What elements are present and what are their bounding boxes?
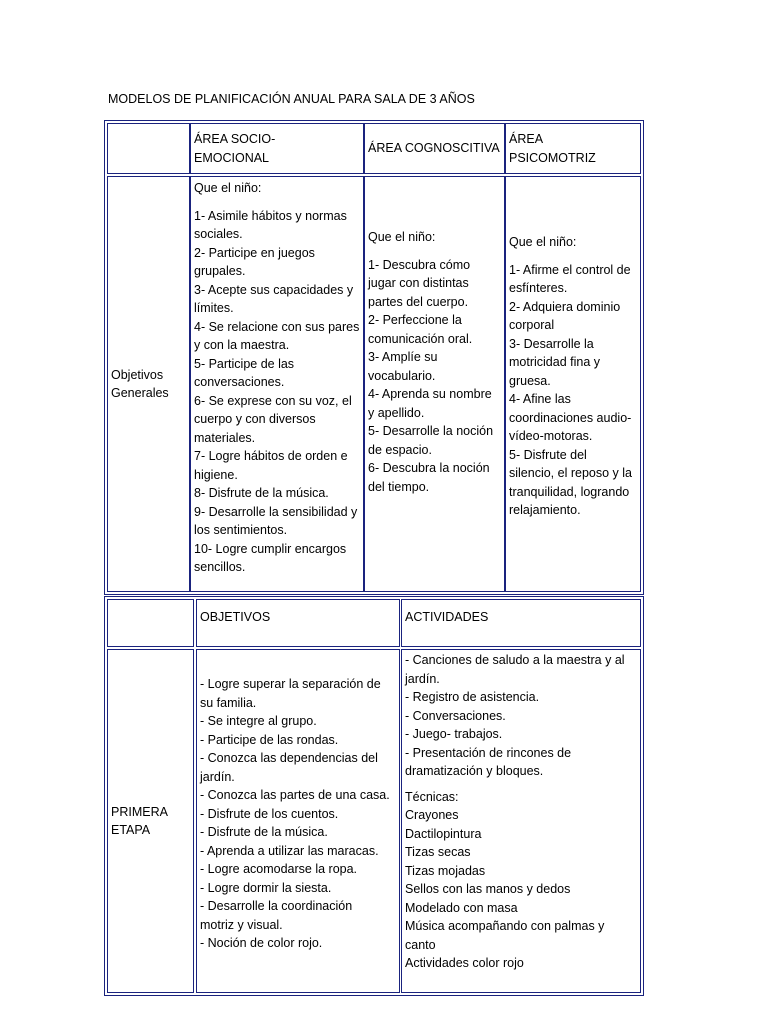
- list-line: - Disfrute de la música.: [200, 825, 328, 839]
- list-line: 3- Amplíe su: [368, 350, 438, 364]
- list-line: Crayones: [405, 808, 459, 822]
- list-line: 4- Se relacione con sus pares: [194, 319, 360, 334]
- list-line: sencillos.: [194, 560, 246, 574]
- list-line: - Juego- trabajos.: [405, 727, 503, 741]
- list-line: - Noción de color rojo.: [200, 936, 323, 950]
- list-line: - Logre dormir la siesta.: [200, 880, 332, 895]
- intro-text: Que el niño:: [509, 235, 577, 249]
- list-line: Dactilopintura: [405, 826, 482, 841]
- objectives-list: [194, 207, 360, 577]
- list-line: 3- Acepte sus capacidades y: [194, 282, 354, 297]
- objectives-list: [509, 261, 637, 520]
- row-label-line: PRIMERA: [111, 804, 168, 819]
- list-line: canto: [405, 937, 436, 952]
- list-line: 3- Desarrolle la: [509, 336, 594, 351]
- header-actividades: [401, 599, 641, 647]
- list-line: 5- Participe de las: [194, 356, 295, 371]
- header-actividades-label: ACTIVIDADES: [405, 610, 489, 624]
- row-label-line: ETAPA: [111, 823, 151, 837]
- header-empty-cell: [107, 123, 190, 174]
- list-line: 10- Logre cumplir encargos: [194, 541, 347, 556]
- list-line: Técnicas:: [405, 789, 459, 804]
- list-line: vídeo-motoras.: [509, 429, 593, 443]
- list-line: jardín.: [200, 769, 235, 784]
- list-line: - Conozca las partes de una casa.: [200, 788, 390, 802]
- list-line: Sellos con las manos y dedos: [405, 882, 571, 896]
- list-line: Modelado con masa: [405, 900, 518, 915]
- list-line: y con la maestra.: [194, 338, 290, 352]
- list-line: relajamiento.: [509, 503, 581, 517]
- list-line: 1- Afirme el control de: [509, 262, 631, 277]
- list-line: 8- Disfrute de la música.: [194, 486, 329, 500]
- list-line: 5- Disfrute del: [509, 447, 587, 462]
- list-line: 6- Descubra la noción: [368, 461, 490, 475]
- list-line: silencio, el reposo y la: [509, 466, 632, 480]
- list-line: - Conversaciones.: [405, 708, 506, 723]
- list-line: 4- Aprenda su nombre: [368, 387, 492, 401]
- list-line: Música acompañando con palmas y: [405, 919, 605, 933]
- header-socio-line: ÁREA SOCIO-: [194, 132, 276, 146]
- list-line: 4- Afine las: [509, 392, 571, 406]
- list-line: y apellido.: [368, 405, 425, 420]
- list-line: - Disfrute de los cuentos.: [200, 806, 339, 821]
- list-line: grupales.: [194, 264, 246, 278]
- list-line: 2- Adquiera dominio: [509, 299, 621, 314]
- tecnicas-list: [405, 788, 637, 973]
- list-line: Actividades color rojo: [405, 956, 524, 970]
- list-line: - Se integre al grupo.: [200, 714, 317, 728]
- header-psicomotriz: [505, 123, 641, 174]
- list-line: gruesa.: [509, 373, 551, 388]
- list-line: motricidad fina y: [509, 355, 601, 369]
- list-line: vocabulario.: [368, 368, 436, 383]
- list-line: 6- Se exprese con su voz, el: [194, 393, 352, 408]
- objetivos-list: [200, 675, 396, 953]
- list-line: 1- Asimile hábitos y normas: [194, 208, 347, 223]
- list-line: conversaciones.: [194, 375, 285, 389]
- intro-text: Que el niño:: [194, 181, 262, 195]
- list-line: 7- Logre hábitos de orden e: [194, 449, 348, 463]
- list-line: - Aprenda a utilizar las maracas.: [200, 843, 379, 858]
- page-title: MODELOS DE PLANIFICACIÓN ANUAL PARA SALA DE 3 AÑOS: [108, 92, 475, 106]
- list-line: 2- Perfeccione la: [368, 313, 462, 327]
- row-label-primera-etapa: [107, 649, 194, 993]
- list-line: su familia.: [200, 695, 257, 710]
- list-line: sociales.: [194, 227, 243, 241]
- list-line: partes del cuerpo.: [368, 294, 469, 309]
- row-label-line: Generales: [111, 386, 169, 400]
- list-line: los sentimientos.: [194, 523, 288, 537]
- header-empty-cell: [107, 599, 194, 647]
- list-line: - Presentación de rincones de: [405, 745, 572, 760]
- row-label-line: Objetivos: [111, 367, 164, 382]
- list-line: de espacio.: [368, 442, 432, 457]
- list-line: - Registro de asistencia.: [405, 690, 540, 704]
- header-cognoscitiva: [364, 123, 505, 174]
- list-line: - Desarrolle la coordinación: [200, 899, 353, 913]
- list-line: coordinaciones audio-: [509, 410, 632, 425]
- list-line: materiales.: [194, 430, 256, 445]
- list-line: del tiempo.: [368, 479, 430, 494]
- list-line: jugar con distintas: [368, 276, 469, 290]
- list-line: Tizas secas: [405, 845, 471, 859]
- intro-text: Que el niño:: [368, 230, 436, 244]
- list-line: comunicación oral.: [368, 331, 473, 346]
- objectives-list: [368, 256, 501, 497]
- list-line: jardín.: [405, 671, 440, 686]
- list-line: - Conozca las dependencias del: [200, 751, 378, 765]
- list-line: esfínteres.: [509, 281, 568, 295]
- primera-etapa-actividades: [401, 649, 641, 993]
- header-objetivos: [196, 599, 400, 647]
- list-line: corporal: [509, 318, 555, 332]
- list-line: - Canciones de saludo a la maestra y al: [405, 653, 625, 667]
- socio-emocional-objectives: [190, 176, 364, 592]
- row-label-objetivos-generales: [107, 176, 190, 592]
- header-socio-line: EMOCIONAL: [194, 150, 270, 165]
- list-line: Tizas mojadas: [405, 863, 486, 878]
- list-line: 5- Desarrolle la noción: [368, 424, 494, 438]
- list-line: límites.: [194, 301, 234, 315]
- list-line: cuerpo y con diversos: [194, 412, 316, 426]
- cognoscitiva-objectives: [364, 176, 505, 592]
- list-line: tranquilidad, logrando: [509, 484, 630, 499]
- list-line: higiene.: [194, 467, 238, 482]
- list-line: motriz y visual.: [200, 917, 283, 932]
- list-line: - Logre superar la separación de: [200, 677, 381, 691]
- header-objetivos-label: OBJETIVOS: [200, 610, 271, 624]
- list-line: - Participe de las rondas.: [200, 732, 339, 747]
- list-line: dramatización y bloques.: [405, 764, 544, 778]
- header-socio-emocional: [190, 123, 364, 174]
- primera-etapa-objetivos: [196, 649, 400, 993]
- header-psico-line: ÁREA: [509, 132, 544, 146]
- list-line: 9- Desarrolle la sensibilidad y: [194, 504, 358, 519]
- list-line: - Logre acomodarse la ropa.: [200, 862, 358, 876]
- header-psico-line: PSICOMOTRIZ: [509, 150, 596, 165]
- list-line: 2- Participe en juegos: [194, 245, 315, 260]
- header-cogno-label: ÁREA COGNOSCITIVA: [368, 141, 500, 156]
- list-line: 1- Descubra cómo: [368, 257, 471, 272]
- actividades-list: [405, 651, 637, 781]
- psicomotriz-objectives: [505, 176, 641, 592]
